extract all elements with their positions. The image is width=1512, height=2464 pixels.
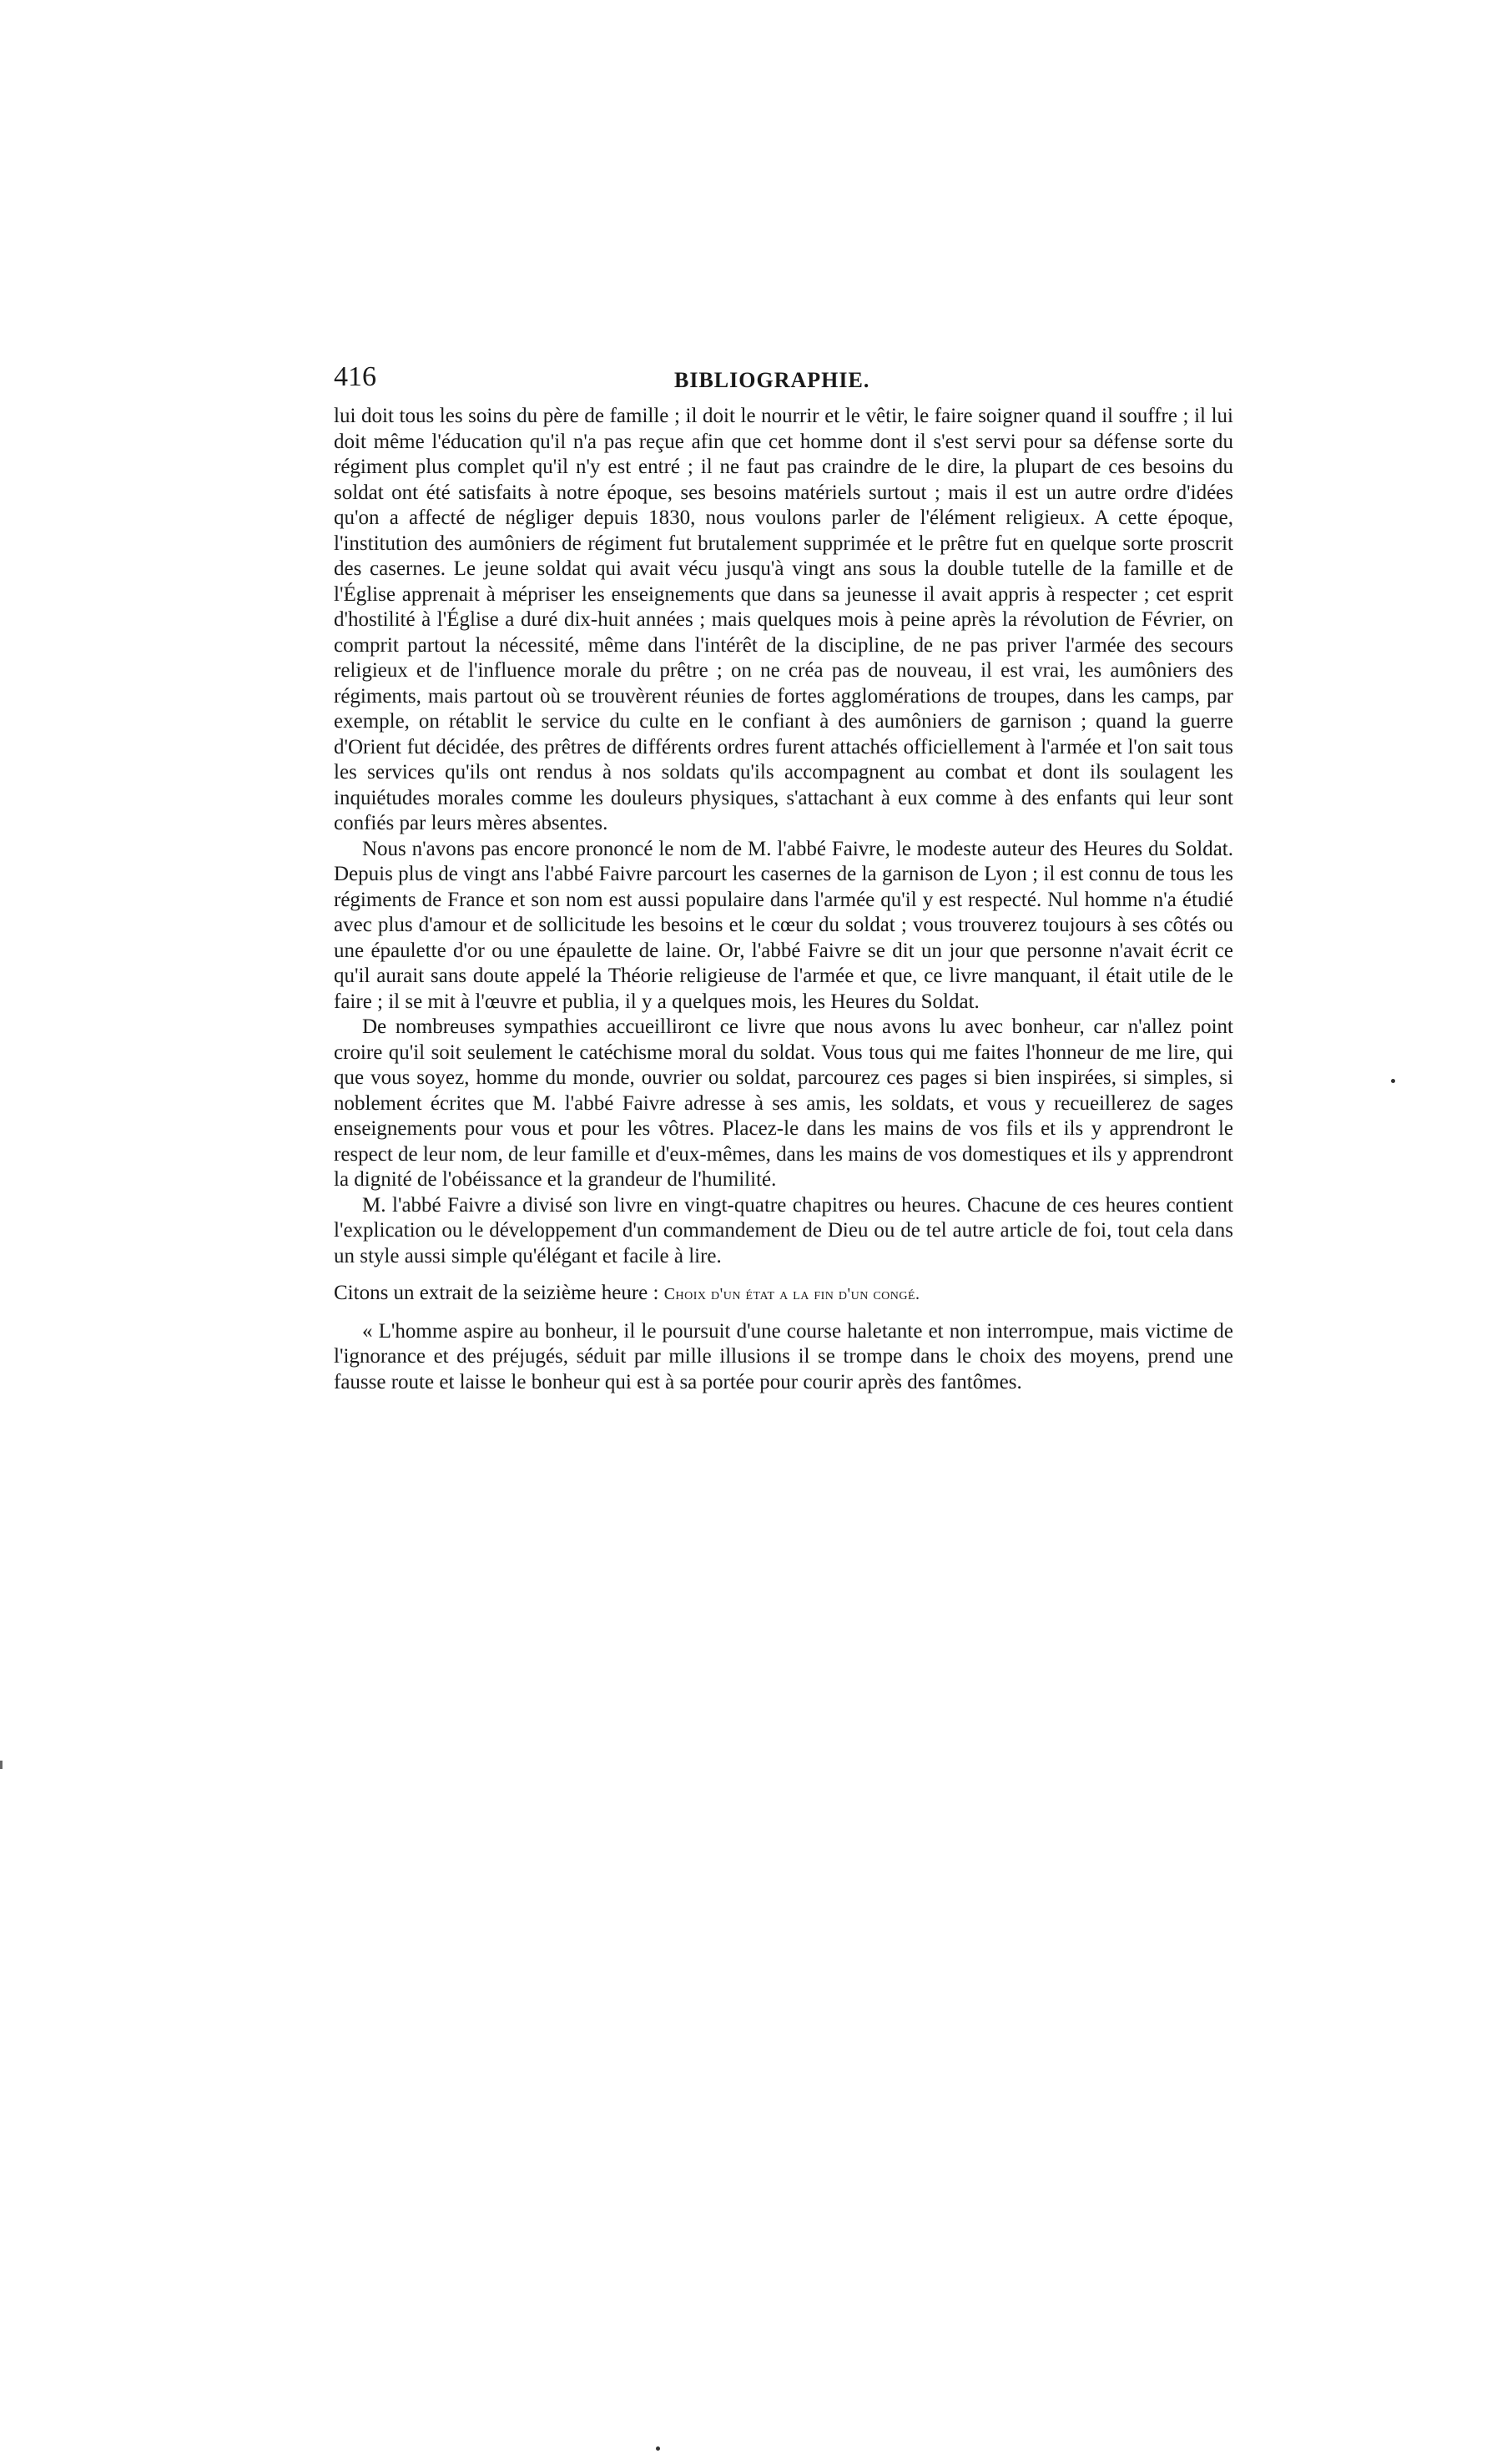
- edge-mark: [0, 1761, 3, 1769]
- running-title: BIBLIOGRAPHIE.: [674, 368, 870, 392]
- page-number: 416: [334, 361, 376, 392]
- paragraph-4: M. l'abbé Faivre a divisé son livre en vingt-quatre chapitres ou heures. Chacune de ces heures contient l'explication ou le développement d'un commandement de Dieu ou de tel autre article de foi, tout cela dans un style aussi simple qu'élégant et facile à lire.: [334, 1193, 1233, 1267]
- book-page: [334, 360, 1233, 1395]
- bottom-speck: [656, 2446, 660, 2451]
- paragraph-1: lui doit tous les soins du père de famille ; il doit le nourrir et le vêtir, le faire soigner quand il souffre ; il lui doit même l'éducation qu'il n'a pas reçue afin que cet homme dont il s'est servi pour sa défense sorte du régiment plus complet qu'il n'y est entré ; il ne faut pas craindre de le dire, la plupart de ces besoins du soldat ont été satisfaits à notre époque, ses besoins matériels surtout ; mais il est un autre ordre d'idées qu'on a affecté de négliger depuis 1830, nous voulons parler de l'élément religieux. A cette époque, l'institution des aumôniers de régiment fut brutalement supprimée et le prêtre fut en quelque sorte proscrit des casernes. Le jeune soldat qui avait vécu jusqu'à vingt ans sous la double tutelle de la famille et de l'Église apprenait à mépriser les enseignements que dans sa jeunesse il avait appris à respecter ; cet esprit d'hostilité à l'Église a duré dix-huit années ; mais quelques mois à peine après la révolution de Février, on comprit partout la nécessité, même dans l'intérêt de la discipline, de ne pas priver l'armée des secours religieux et de l'influence morale du prêtre ; on ne créa pas de nouveau, il est vrai, les aumôniers des régiments, mais partout où se trouvèrent réunies de fortes agglomérations de troupes, dans les camps, par exemple, on rétablit le service du culte en le confiant à des aumôniers de garnison ; quand la guerre d'Orient fut décidée, des prêtres de différents ordres furent attachés officiellement à l'armée et l'on sait tous les services qu'ils ont rendus à nos soldats qu'ils accompagnent au combat et dont ils soulagent les inquiétudes morales comme les douleurs physiques, s'attachant à eux comme à des enfants qui leur sont confiés par leurs mères absentes.: [334, 405, 1233, 834]
- citation-title: Choix d'un état a la fin d'un congé.: [663, 1285, 920, 1303]
- citation-line: [334, 1281, 1233, 1308]
- paragraph-2: Nous n'avons pas encore prononcé le nom de M. l'abbé Faivre, le modeste auteur des Heures du Soldat. Depuis plus de vingt ans l'abbé Faivre parcourt les casernes de la garnison de Lyon ; il est connu de tous les régiments de France et son nom est aussi populaire dans l'armée qu'il y est respecté. Nul homme n'a étudié avec plus d'amour et de sollicitude les besoins et le cœur du soldat ; vous trouverez toujours à ses côtés ou une épaulette d'or ou une épaulette de laine. Or, l'abbé Faivre se dit un jour que personne n'avait écrit ce qu'il aurait sans doute appelé la Théorie religieuse de l'armée et que, ce livre manquant, il était utile de le faire ; il se mit à l'œuvre et publia, il y a quelques mois, les Heures du Soldat.: [334, 837, 1233, 1013]
- citation-lead: Citons un extrait de la seizième heure :: [334, 1282, 664, 1304]
- page-header: [334, 360, 1233, 404]
- margin-speck: [1391, 1079, 1395, 1083]
- quote-paragraph: « L'homme aspire au bonheur, il le poursuit d'une course haletante et non interrompue, mais victime de l'ignorance et des préjugés, séduit par mille illusions il se trompe dans le choix des moyens, prend une fausse route et laisse le bonheur qui est à sa portée pour courir après des fantômes.: [334, 1319, 1233, 1393]
- paragraph-3: De nombreuses sympathies accueilliront ce livre que nous avons lu avec bonheur, car n'allez point croire qu'il soit seulement le catéchisme moral du soldat. Vous tous qui me faites l'honneur de me lire, qui que vous soyez, homme du monde, ouvrier ou soldat, parcourez ces pages si bien inspirées, si simples, si noblement écrites que M. l'abbé Faivre adresse à ses amis, les soldats, et vous y recueillerez de sages enseignements pour vous et pour les vôtres. Placez-le dans les mains de vos fils et ils y apprendront le respect de leur nom, de leur famille et d'eux-mêmes, dans les mains de vos domestiques et ils y apprendront la dignité de l'obéissance et la grandeur de l'humilité.: [334, 1015, 1233, 1191]
